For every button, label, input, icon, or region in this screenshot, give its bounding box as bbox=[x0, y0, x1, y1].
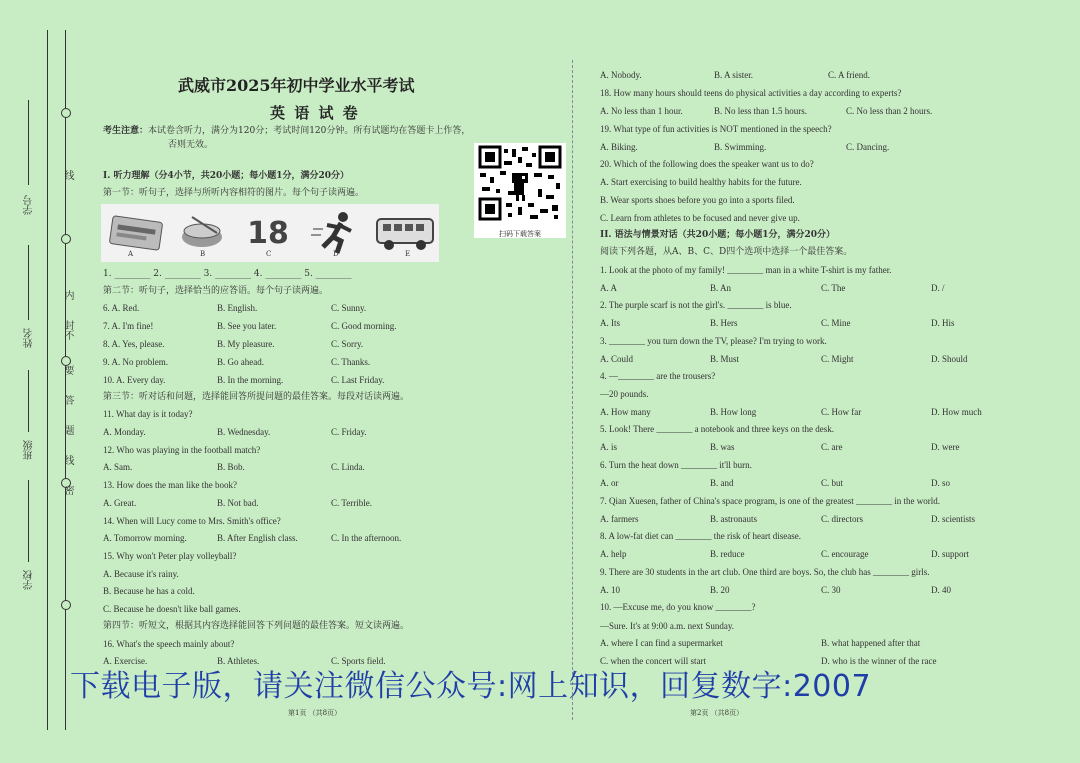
school-blank[interactable] bbox=[28, 480, 29, 562]
number-18: 18 bbox=[247, 215, 289, 251]
option: B. English. bbox=[217, 303, 258, 313]
class-label: 班级 bbox=[24, 440, 35, 460]
option: C. Learn from athletes to be focused and never give up. bbox=[600, 213, 800, 223]
book-icon bbox=[106, 207, 166, 259]
option: B. See you later. bbox=[217, 321, 277, 331]
option: C. Sports field. bbox=[331, 656, 386, 666]
option: A. where I can find a supermarket bbox=[600, 638, 723, 648]
question: 9. There are 30 students in the art club. One third are boys. So, the club has ________ girls. bbox=[600, 567, 930, 577]
download-banner: 下载电子版，请关注微信公众号:网上知识，回复数字:2007 bbox=[70, 669, 872, 704]
option: 10. A. Every day. bbox=[103, 375, 166, 385]
option: B. In the morning. bbox=[217, 375, 284, 385]
option: C. are bbox=[821, 442, 843, 452]
question: 16. What's the speech mainly about? bbox=[103, 639, 235, 649]
seal-char: 线 bbox=[62, 170, 73, 180]
option: C. Dancing. bbox=[846, 142, 890, 152]
option: B. After English class. bbox=[217, 533, 298, 543]
option: A. No less than 1 hour. bbox=[600, 106, 683, 116]
option: C. Friday. bbox=[331, 427, 367, 437]
binding-hole bbox=[61, 234, 71, 244]
option: B. Because he has a cold. bbox=[103, 586, 195, 596]
option: B. Hers bbox=[710, 318, 738, 328]
option: D. 40 bbox=[931, 585, 951, 595]
option: C. In the afternoon. bbox=[331, 533, 402, 543]
option: 9. A. No problem. bbox=[103, 357, 168, 367]
option: C. Terrible. bbox=[331, 498, 372, 508]
option: B. A sister. bbox=[714, 70, 754, 80]
question: 11. What day is it today? bbox=[103, 409, 193, 419]
option: C. but bbox=[821, 478, 844, 488]
name-blank[interactable] bbox=[28, 245, 29, 320]
answer-line: —20 pounds. bbox=[600, 389, 649, 399]
option: A. farmers bbox=[600, 514, 639, 524]
option: D. Should bbox=[931, 354, 968, 364]
option: A. help bbox=[600, 549, 627, 559]
option: A. Biking. bbox=[600, 142, 638, 152]
option: C. Mine bbox=[821, 318, 851, 328]
option: C. directors bbox=[821, 514, 863, 524]
option: A. is bbox=[600, 442, 618, 452]
option: C. Might bbox=[821, 354, 854, 364]
option: B. My pleasure. bbox=[217, 339, 275, 349]
notice-line2: 否则无效。 bbox=[168, 140, 214, 150]
seal-char: 题 bbox=[62, 425, 73, 435]
binding-hole bbox=[61, 600, 71, 610]
answer-line: —Sure. It's at 9:00 a.m. next Sunday. bbox=[600, 621, 735, 631]
option: A. Start exercising to build healthy habits for the future. bbox=[600, 177, 802, 187]
question: 10. —Excuse me, do you know ________? bbox=[600, 602, 756, 612]
option: A. Could bbox=[600, 354, 634, 364]
seal-char: 不 bbox=[62, 330, 73, 340]
binding-line-inner bbox=[65, 30, 66, 730]
grammar-instruction: 阅读下列各题，从A、B、C、D四个选项中选择一个最佳答案。 bbox=[600, 247, 853, 257]
question: 19. What type of fun activities is NOT mentioned in the speech? bbox=[600, 124, 832, 134]
seal-char: 线 bbox=[62, 455, 73, 465]
option: A. Monday. bbox=[103, 427, 146, 437]
option: C. Sorry. bbox=[331, 339, 364, 349]
section-grammar-heading: II. 语法与情景对话（共20小题；每小题1分，满分20分） bbox=[600, 230, 835, 240]
option: B. and bbox=[710, 478, 734, 488]
school-label: 学校 bbox=[24, 570, 35, 590]
option: C. Thanks. bbox=[331, 357, 371, 367]
option: B. Athletes. bbox=[217, 656, 260, 666]
student-no-label: 学号 bbox=[24, 195, 35, 215]
option: B. was bbox=[710, 442, 735, 452]
option: B. Must bbox=[710, 354, 740, 364]
option: B. No less than 1.5 hours. bbox=[714, 106, 807, 116]
option: C. Sunny. bbox=[331, 303, 367, 313]
question: 6. Turn the heat down ________ it'll burn. bbox=[600, 460, 752, 470]
exam-subject: 英 语 试 卷 bbox=[270, 104, 360, 122]
option: D. so bbox=[931, 478, 951, 488]
seal-char: 封 bbox=[62, 320, 73, 330]
name-label: 姓名 bbox=[24, 328, 35, 348]
option: B. Swimming. bbox=[714, 142, 767, 152]
question: 12. Who was playing in the football match? bbox=[103, 445, 261, 455]
page-footer-2: 第2页 （共8页） bbox=[690, 709, 744, 717]
option: B. reduce bbox=[710, 549, 745, 559]
question: 5. Look! There ________ a notebook and three keys on the desk. bbox=[600, 424, 835, 434]
option: C. when the concert will start bbox=[600, 656, 706, 666]
question: 7. Qian Xuesen, father of China's space program, is one of the greatest ________ in the world. bbox=[600, 496, 941, 506]
option: A. or bbox=[600, 478, 619, 488]
seal-char: 要 bbox=[62, 365, 73, 375]
option: C. Last Friday. bbox=[331, 375, 385, 385]
page-divider bbox=[572, 60, 573, 720]
option: C. Because he doesn't like ball games. bbox=[103, 604, 241, 614]
option: B. An bbox=[710, 283, 732, 293]
binding-line-outer bbox=[47, 30, 48, 730]
option: D. How much bbox=[931, 407, 982, 417]
option: C. No less than 2 hours. bbox=[846, 106, 933, 116]
answer-blanks[interactable]: 1. ________ 2. ________ 3. ________ 4. ________ 5. ________ bbox=[103, 269, 352, 279]
option: C. The bbox=[821, 283, 846, 293]
question: 2. The purple scarf is not the girl's. ________ is blue. bbox=[600, 300, 792, 310]
option: C. How far bbox=[821, 407, 862, 417]
option: D. scientists bbox=[931, 514, 975, 524]
option: B. 20 bbox=[710, 585, 730, 595]
option: A. Its bbox=[600, 318, 620, 328]
picture-label-c: C bbox=[266, 250, 272, 258]
qr-code[interactable] bbox=[474, 143, 566, 238]
option: A. Sam. bbox=[103, 462, 133, 472]
option: B. How long bbox=[710, 407, 757, 417]
question: 18. How many hours should teens do physical activities a day according to experts? bbox=[600, 88, 902, 98]
option: B. Go ahead. bbox=[217, 357, 264, 367]
option: C. A friend. bbox=[828, 70, 870, 80]
exam-title: 武威市2025年初中学业水平考试 bbox=[178, 76, 415, 95]
option: A. Nobody. bbox=[600, 70, 642, 80]
option: D. / bbox=[931, 283, 945, 293]
option: C. 30 bbox=[821, 585, 841, 595]
question: 8. A low-fat diet can ________ the risk of heart disease. bbox=[600, 531, 801, 541]
option: D. support bbox=[931, 549, 969, 559]
question: 15. Why won't Peter play volleyball? bbox=[103, 551, 237, 561]
binding-hole bbox=[61, 108, 71, 118]
listening-sec1: 第一节：听句子，选择与所听内容相符的图片。每个句子读两遍。 bbox=[103, 188, 365, 198]
option: D. who is the winner of the race bbox=[821, 656, 937, 666]
notice: 考生注意：本试卷含听力，满分为120分；考试时间120分钟。所有试题均在答题卡上作答， bbox=[103, 126, 471, 136]
picture-label-e: E bbox=[405, 250, 411, 258]
page-footer-1: 第1页 （共8页） bbox=[288, 709, 342, 717]
question: 3. ________ you turn down the TV, please? I'm trying to work. bbox=[600, 336, 827, 346]
listening-sec3: 第三节：听对话和问题，选择能回答所提问题的最佳答案。每段对话读两遍。 bbox=[103, 392, 410, 402]
picture-label-a: A bbox=[128, 250, 134, 258]
question: 20. Which of the following does the speaker want us to do? bbox=[600, 159, 814, 169]
option: D. His bbox=[931, 318, 955, 328]
question: 13. How does the man like the book? bbox=[103, 480, 237, 490]
option: B. Not bad. bbox=[217, 498, 259, 508]
listening-sec2: 第二节：听句子，选择恰当的应答语。每个句子读两遍。 bbox=[103, 286, 329, 296]
option: A. How many bbox=[600, 407, 651, 417]
option: B. Wear sports shoes before you go into a sports filed. bbox=[600, 195, 795, 205]
option: A. Tomorrow morning. bbox=[103, 533, 187, 543]
option: B. astronauts bbox=[710, 514, 757, 524]
picture-label-d: D bbox=[333, 250, 339, 258]
option: 7. A. I'm fine! bbox=[103, 321, 154, 331]
section-listening-heading: I. 听力理解（分4小节，共20小题；每小题1分，满分20分） bbox=[103, 171, 350, 181]
class-blank[interactable] bbox=[28, 370, 29, 432]
option: A. Because it's rainy. bbox=[103, 569, 179, 579]
option: B. Bob. bbox=[217, 462, 245, 472]
option: 8. A. Yes, please. bbox=[103, 339, 165, 349]
option: A. A bbox=[600, 283, 618, 293]
question: 4. —________ are the trousers? bbox=[600, 371, 716, 381]
picture-label-b: B bbox=[200, 250, 206, 258]
option: D. were bbox=[931, 442, 960, 452]
option: B. what happened after that bbox=[821, 638, 921, 648]
seal-char: 密 bbox=[62, 485, 73, 495]
option: C. encourage bbox=[821, 549, 869, 559]
option: A. 10 bbox=[600, 585, 620, 595]
option: A. Great. bbox=[103, 498, 137, 508]
option: 6. A. Red. bbox=[103, 303, 140, 313]
option: A. Exercise. bbox=[103, 656, 148, 666]
seal-char: 答 bbox=[62, 395, 73, 405]
question: 14. When will Lucy come to Mrs. Smith's office? bbox=[103, 516, 281, 526]
qr-caption: 扫码下载答案 bbox=[499, 230, 541, 238]
option: C. Good morning. bbox=[331, 321, 397, 331]
seal-char: 内 bbox=[62, 290, 73, 300]
question: 1. Look at the photo of my family! ________ man in a white T-shirt is my father. bbox=[600, 265, 892, 275]
student-no-blank[interactable] bbox=[28, 100, 29, 185]
option: C. Linda. bbox=[331, 462, 365, 472]
option: B. Wednesday. bbox=[217, 427, 271, 437]
listening-sec4: 第四节：听短文，根据其内容选择能回答下列问题的最佳答案。短文读两遍。 bbox=[103, 621, 410, 631]
